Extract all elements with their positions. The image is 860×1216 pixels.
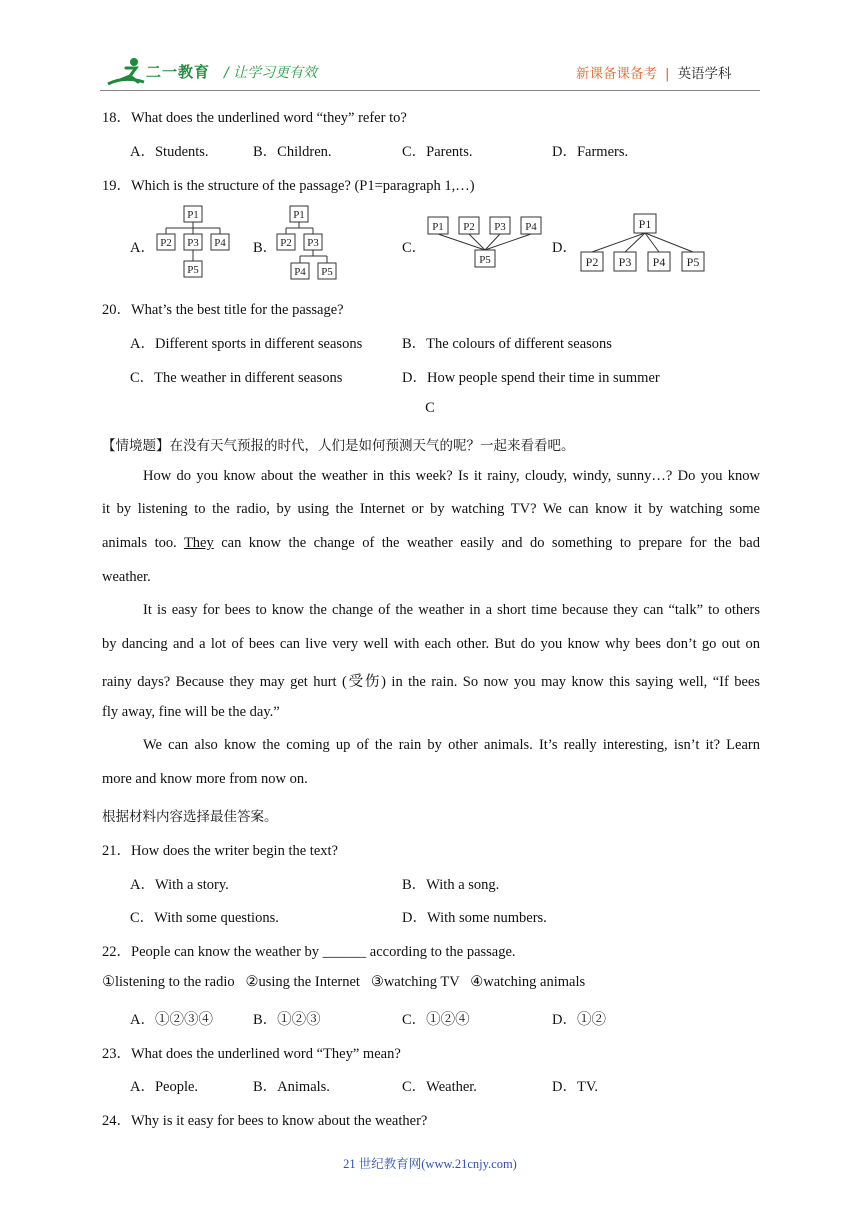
question-23: 23．What does the underlined word “They” mean? xyxy=(102,1046,401,1062)
label-p4: P4 xyxy=(214,237,226,249)
q20-option-c: C．The weather in different seasons xyxy=(130,370,343,386)
q23-option-d: D．TV. xyxy=(552,1079,599,1095)
page-header xyxy=(0,0,860,100)
label-p5: P5 xyxy=(479,254,491,266)
context-intro: 【情境题】在没有天气预报的时代，人们是如何预测天气的呢？一起来看看吧。 xyxy=(102,438,575,454)
structure-diagram-d xyxy=(578,212,708,274)
label-p1: P1 xyxy=(638,217,652,231)
label-p5: P5 xyxy=(686,255,700,269)
q22-option-c: C．①②④ xyxy=(402,1012,470,1028)
q18-option-b: B．Children. xyxy=(253,144,332,160)
passage-line: We can also know the coming up of the rain by other animals. It’s really interesting, isn’t it? Learn xyxy=(143,737,760,753)
q21-option-c: C．With some questions. xyxy=(130,910,279,926)
header-divider xyxy=(100,90,760,91)
q21-option-b: B．With a song. xyxy=(402,877,500,893)
label-p2: P2 xyxy=(585,255,599,269)
passage-line: by dancing and a lot of bees can live very well with each other. But do you know why bees don’t go out on xyxy=(102,636,760,652)
label-p4: P4 xyxy=(294,266,306,278)
label-p1: P1 xyxy=(293,209,305,221)
label-p2: P2 xyxy=(160,237,172,249)
passage-line: animals too. They can know the change of the weather easily and do something to prepare for the bad xyxy=(102,535,760,551)
header-separator: | xyxy=(665,66,670,82)
q23-option-c: C．Weather. xyxy=(402,1079,477,1095)
q20-option-b: B．The colours of different seasons xyxy=(402,336,612,352)
question-18: 18．What does the underlined word “they” refer to? xyxy=(102,110,407,126)
q21-option-d: D．With some numbers. xyxy=(402,910,547,926)
structure-diagram-b xyxy=(276,204,340,282)
q18-option-c: C．Parents. xyxy=(402,144,473,160)
q22-option-a: A．①②③④ xyxy=(130,1012,213,1028)
structure-diagram-a xyxy=(156,204,232,280)
q22-items: ①listening to the radio ②using the Internet ③watching TV ④watching animals xyxy=(102,974,586,990)
q23-option-a: A．People. xyxy=(130,1079,199,1095)
instruction: 根据材料内容选择最佳答案。 xyxy=(102,809,278,825)
passage-line: more and know more from now on. xyxy=(102,771,308,787)
q23-option-b: B．Animals. xyxy=(253,1079,330,1095)
underlined-word-they: They xyxy=(183,535,214,551)
q22-option-b: B．①②③ xyxy=(253,1012,321,1028)
passage-line: fly away, fine will be the day.” xyxy=(102,704,280,720)
structure-diagram-c xyxy=(426,214,544,272)
question-22: 22．People can know the weather by ______ according to the passage. xyxy=(102,944,516,960)
header-subject-name: 英语学科 xyxy=(677,66,732,82)
label-p2: P2 xyxy=(463,221,475,233)
label-p4: P4 xyxy=(525,221,537,233)
passage-line: it by listening to the radio, by using the Internet or by watching TV? We can know it by watching some xyxy=(102,501,760,517)
passage-line: rainy days? Because they may get hurt (受伤) in the rain. So now you may know this saying well, “If bees xyxy=(102,674,760,690)
logo-text: 二一教育 xyxy=(146,64,211,81)
question-20: 20．What’s the best title for the passage? xyxy=(102,302,344,318)
header-course: 新课备课备考 xyxy=(576,66,657,82)
label-p3: P3 xyxy=(187,237,199,249)
footer-source: 21 世纪教育网(www.21cnjy.com) xyxy=(343,1157,517,1171)
label-p3: P3 xyxy=(307,237,319,249)
label-p1: P1 xyxy=(432,221,444,233)
q20-option-a: A．Different sports in different seasons xyxy=(130,336,363,352)
q18-option-d: D．Farmers. xyxy=(552,144,629,160)
q22-option-d: D．①② xyxy=(552,1012,606,1028)
label-p3: P3 xyxy=(618,255,632,269)
section-heading: C xyxy=(425,400,435,416)
q20-option-d: D．How people spend their time in summer xyxy=(402,370,660,386)
slogan: / 让学习更有效 xyxy=(224,65,318,81)
question-21: 21．How does the writer begin the text? xyxy=(102,843,338,859)
passage-line: It is easy for bees to know the change of the weather in a short time because they can “talk” to others xyxy=(143,602,760,618)
question-19: 19．Which is the structure of the passage? (P1=paragraph 1,…) xyxy=(102,178,475,194)
passage-line: weather. xyxy=(102,569,151,585)
q18-option-a: A．Students. xyxy=(130,144,209,160)
label-p1: P1 xyxy=(187,209,199,221)
question-24: 24．Why is it easy for bees to know about the weather? xyxy=(102,1113,428,1129)
label-p5: P5 xyxy=(321,266,333,278)
q19-option-a: A． xyxy=(130,240,155,256)
q21-option-a: A．With a story. xyxy=(130,877,229,893)
header-subject xyxy=(576,62,732,82)
label-p3: P3 xyxy=(494,221,506,233)
label-p5: P5 xyxy=(187,264,199,276)
q19-option-b: B． xyxy=(253,240,278,256)
q19-option-c: C． xyxy=(402,240,427,256)
label-p4: P4 xyxy=(652,255,666,269)
passage-line: How do you know about the weather in this week? Is it rainy, cloudy, windy, sunny…? Do you know xyxy=(143,468,760,484)
label-p2: P2 xyxy=(280,237,292,249)
q19-option-d: D． xyxy=(552,240,577,256)
